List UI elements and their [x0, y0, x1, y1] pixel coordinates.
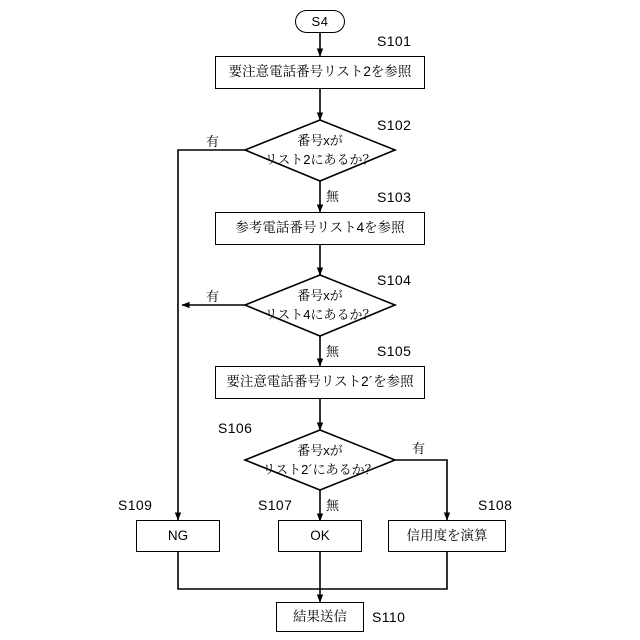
edge-label-s102-yes: 有: [206, 134, 220, 149]
step-id-s107: S107: [258, 497, 293, 513]
step-id-s103: S103: [377, 189, 412, 205]
node-s108-label: 信用度を演算: [406, 527, 488, 543]
step-id-s108: S108: [478, 497, 513, 513]
edge-label-s104-no: 無: [326, 344, 340, 359]
step-id-s104: S104: [377, 272, 412, 288]
edge-label-s106-no: 無: [326, 498, 340, 513]
node-s103-label: 参考電話番号リスト4を参照: [235, 220, 405, 236]
node-s109-label: NG: [167, 527, 189, 543]
node-s105: [215, 366, 425, 399]
edge-label-s106-yes: 有: [412, 441, 426, 456]
node-s101: [215, 56, 425, 89]
node-s102-line1: 番号xが: [297, 133, 343, 149]
node-s102-line2: リスト2にあるか？: [264, 152, 376, 167]
node-s105-label: 要注意電話番号リスト2´を参照: [226, 374, 414, 390]
node-s109: [136, 520, 220, 552]
step-id-s101: S101: [377, 33, 412, 49]
node-s107-label: OK: [310, 527, 330, 543]
step-id-s106: S106: [218, 420, 253, 436]
edge-label-s104-yes: 有: [206, 289, 220, 304]
node-s108: [388, 520, 506, 552]
step-id-s102: S102: [377, 117, 412, 133]
node-s104-line1: 番号xが: [297, 288, 343, 304]
node-s110-label: 結果送信: [293, 608, 347, 624]
node-s103: [215, 212, 425, 245]
node-s106-line1: 番号xが: [297, 443, 343, 459]
node-start-label: S4: [311, 13, 329, 29]
step-id-s110: S110: [372, 609, 406, 625]
step-id-s105: S105: [377, 343, 412, 359]
node-s110: [276, 602, 364, 632]
edge-label-s102-no: 無: [326, 189, 340, 204]
node-s104-line2: リスト4にあるか？: [264, 307, 376, 322]
node-s106-line2: リスト2´にあるか？: [262, 462, 378, 477]
node-s101-label: 要注意電話番号リスト2を参照: [228, 64, 412, 80]
node-s107: [278, 520, 362, 552]
step-id-s109: S109: [118, 497, 153, 513]
node-start: [295, 10, 345, 33]
